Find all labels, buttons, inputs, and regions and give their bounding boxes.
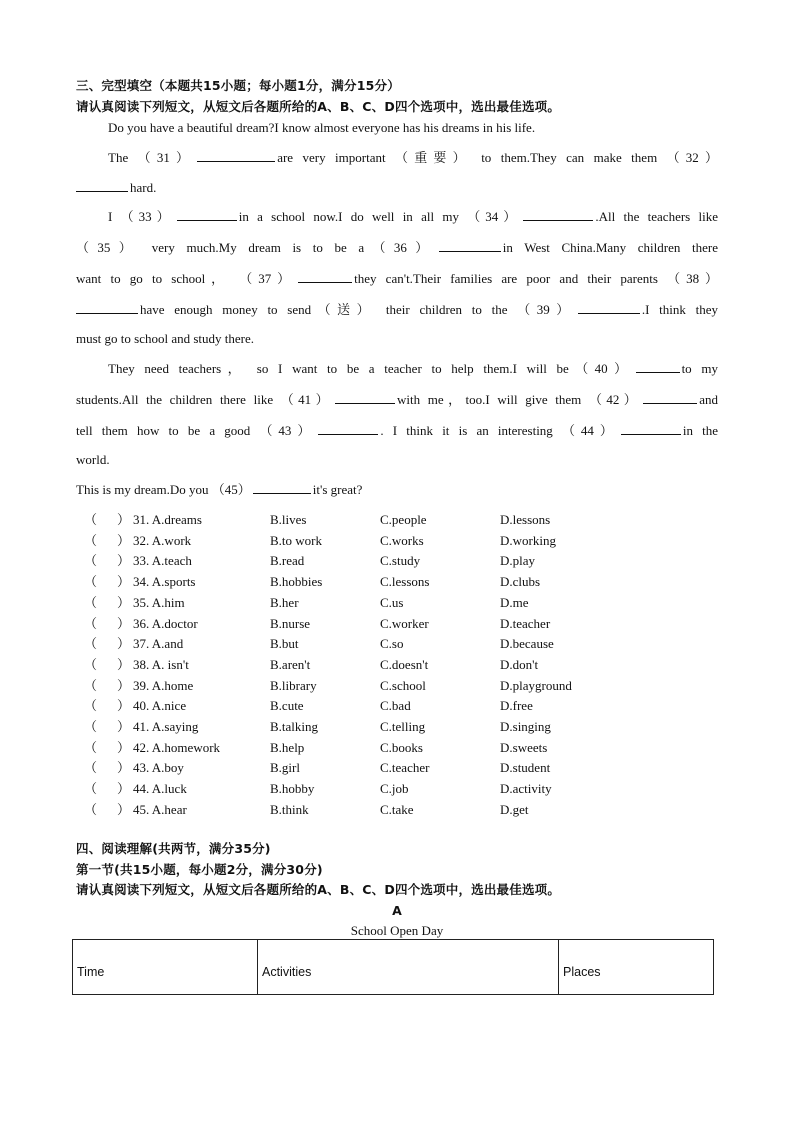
option-b[interactable]: B.nurse — [270, 616, 311, 631]
answer-paren-left[interactable]: （ — [84, 760, 98, 775]
answer-paren-left[interactable]: （ — [84, 636, 98, 651]
answer-paren-left[interactable]: （ — [84, 657, 98, 672]
blank-45[interactable] — [253, 481, 311, 494]
question-number-and-option-a — [133, 512, 202, 528]
option-d[interactable]: D.me — [500, 595, 529, 610]
passage-line: world. — [76, 452, 110, 467]
question-number: 33. — [133, 553, 150, 568]
passage-line: hard. — [76, 179, 718, 196]
answer-paren-right: ） — [117, 636, 131, 651]
option-d[interactable]: D.play — [500, 553, 536, 568]
section4-subheading: 第一节(共15小题，每小题2分，满分30分) — [76, 862, 323, 877]
answer-paren-right: ） — [117, 553, 131, 568]
option-d[interactable]: D.teacher — [500, 616, 551, 631]
option-a[interactable]: A.saying — [151, 719, 199, 734]
question-number: 44. — [133, 781, 150, 796]
question-number-and-option-a — [133, 719, 198, 735]
answer-paren-left[interactable]: （ — [84, 678, 98, 693]
question-number-and-option-a — [133, 698, 186, 714]
option-b[interactable]: B.hobbies — [270, 574, 323, 589]
option-d[interactable]: D.playground — [500, 678, 572, 693]
answer-paren-right: ） — [117, 719, 131, 734]
answer-paren-right: ） — [117, 802, 131, 817]
passage-line: This is my dream.Do you （45） it's great? — [76, 482, 363, 497]
answer-paren-left[interactable]: （ — [84, 802, 98, 817]
passage-line: must go to school and study there. — [76, 331, 255, 346]
option-d[interactable]: D.lessons — [500, 512, 551, 527]
option-d[interactable]: D.student — [500, 760, 551, 775]
question-number: 34. — [133, 574, 150, 589]
question-number-and-option-a — [133, 802, 187, 818]
question-number: 35. — [133, 595, 150, 610]
option-c[interactable]: C.study — [380, 553, 421, 568]
option-d[interactable]: D.don't — [500, 657, 539, 672]
option-b[interactable]: B.hobby — [270, 781, 315, 796]
option-a[interactable]: A.homework — [151, 740, 221, 755]
question-number-and-option-a — [133, 533, 191, 549]
table-header-row — [73, 940, 714, 995]
option-b[interactable]: B.think — [270, 802, 309, 817]
option-c[interactable]: C.school — [380, 678, 426, 693]
answer-paren-right: ） — [117, 616, 131, 631]
passage-line: （35） very much.My dream is to be a（36） in West China.Many children there — [76, 240, 718, 255]
option-c[interactable]: C.worker — [380, 616, 429, 631]
question-number-and-option-a — [133, 636, 183, 652]
option-a[interactable]: A.him — [151, 595, 185, 610]
option-a[interactable]: A.teach — [151, 553, 192, 568]
blank-37[interactable] — [298, 270, 352, 283]
blank-39[interactable] — [578, 301, 640, 314]
answer-paren-right: ） — [117, 533, 131, 548]
question-number-and-option-a — [133, 595, 185, 611]
option-b[interactable]: B.library — [270, 678, 317, 693]
answer-paren-left[interactable]: （ — [84, 740, 98, 755]
question-number-and-option-a — [133, 574, 196, 590]
passage-line: want to go to school， （37） they can't.Their families are poor and their parents （38） — [76, 271, 719, 286]
question-number: 36. — [133, 616, 150, 631]
answer-paren-left[interactable]: （ — [84, 698, 98, 713]
question-number-and-option-a — [133, 616, 198, 632]
question-number-and-option-a — [133, 553, 192, 569]
question-number: 45. — [133, 802, 150, 817]
section4-instruction: 请认真阅读下列短文，从短文后各题所给的A、B、C、D四个选项中，选出最佳选项。 — [76, 882, 561, 897]
answer-paren-left[interactable]: （ — [84, 553, 98, 568]
option-c[interactable]: C.lessons — [380, 574, 430, 589]
option-c[interactable]: C.books — [380, 740, 423, 755]
answer-paren-left[interactable]: （ — [84, 719, 98, 734]
question-number-and-option-a — [133, 781, 187, 797]
option-b[interactable]: B.aren't — [270, 657, 311, 672]
answer-paren-right: ） — [117, 595, 131, 610]
option-a[interactable]: A.luck — [151, 781, 187, 796]
option-c[interactable]: C.people — [380, 512, 427, 527]
option-c[interactable]: C.bad — [380, 698, 411, 713]
question-number-and-option-a — [133, 678, 193, 694]
option-b[interactable]: B.girl — [270, 760, 300, 775]
option-b[interactable]: B.help — [270, 740, 305, 755]
blank-42[interactable] — [643, 391, 697, 404]
passage-line: Do you have a beautiful dream?I know almost everyone has his dreams in his life. — [108, 120, 536, 135]
blank-44[interactable] — [621, 422, 681, 435]
answer-paren-right: ） — [117, 574, 131, 589]
option-d[interactable]: D.because — [500, 636, 554, 651]
header-time: Time — [73, 940, 258, 995]
option-b[interactable]: B.lives — [270, 512, 307, 527]
option-c[interactable]: C.works — [380, 533, 424, 548]
section4-heading: 四、阅读理解(共两节，满分35分) — [76, 841, 271, 856]
option-b[interactable]: B.read — [270, 553, 305, 568]
question-number: 32. — [133, 533, 150, 548]
option-c[interactable]: C.teacher — [380, 760, 430, 775]
blank-32[interactable] — [76, 179, 128, 192]
blank-41[interactable] — [335, 391, 395, 404]
answer-paren-left[interactable]: （ — [84, 595, 98, 610]
option-a[interactable]: A.dreams — [151, 512, 202, 527]
answer-paren-left[interactable]: （ — [84, 574, 98, 589]
question-number-and-option-a — [133, 740, 220, 756]
question-number: 39. — [133, 678, 150, 693]
blank-34[interactable] — [523, 208, 593, 221]
blank-43[interactable] — [318, 422, 378, 435]
option-c[interactable]: C.so — [380, 636, 404, 651]
option-b[interactable]: B.talking — [270, 719, 319, 734]
blank-40[interactable] — [636, 360, 680, 373]
option-c[interactable]: C.job — [380, 781, 409, 796]
answer-paren-left[interactable]: （ — [84, 512, 98, 527]
option-d[interactable]: D.activity — [500, 781, 552, 796]
passage-line: students.All the children there like （41） with me，too.I will give them （42） and — [76, 392, 718, 407]
question-number-and-option-a — [133, 760, 184, 776]
blank-38[interactable] — [76, 301, 138, 314]
answer-paren-left[interactable]: （ — [84, 781, 98, 796]
answer-paren-right: ） — [117, 512, 131, 527]
blank-36[interactable] — [439, 239, 501, 252]
option-a[interactable]: A.and — [151, 636, 184, 651]
passage-line: The （31） are very important （重要） to them.They can make them （32） — [108, 150, 718, 165]
blank-31[interactable] — [197, 149, 275, 162]
passage-line: I （33） in a school now.I do well in all my （34） .All the teachers like — [108, 209, 718, 224]
option-a[interactable]: A.home — [151, 678, 194, 693]
question-number: 43. — [133, 760, 150, 775]
passage-line: have enough money to send（送） their children to the （39） .I think they — [76, 301, 718, 318]
answer-paren-right: ） — [117, 678, 131, 693]
question-number: 37. — [133, 636, 150, 651]
question-number: 38. — [133, 657, 150, 672]
option-d[interactable]: D.sweets — [500, 740, 548, 755]
question-number: 41. — [133, 719, 150, 734]
answer-paren-right: ） — [117, 657, 131, 672]
option-a[interactable]: A.boy — [151, 760, 184, 775]
answer-paren-left[interactable]: （ — [84, 533, 98, 548]
option-d[interactable]: D.singing — [500, 719, 551, 734]
passage-line: They need teachers， so I want to be a teacher to help them.I will be（40） to my — [108, 361, 718, 376]
schedule-table — [72, 939, 714, 995]
answer-paren-right: ） — [117, 740, 131, 755]
option-b[interactable]: B.to work — [270, 533, 322, 548]
option-c[interactable]: C.us — [380, 595, 404, 610]
option-a[interactable]: A.work — [151, 533, 192, 548]
header-activities: Activities — [258, 940, 559, 995]
option-b[interactable]: B.but — [270, 636, 299, 651]
passage-letter: A — [392, 903, 402, 918]
option-d[interactable]: D.clubs — [500, 574, 541, 589]
question-number-and-option-a — [133, 657, 189, 673]
section3-heading: 三、完型填空（本题共15小题；每小题1分，满分15分） — [76, 78, 400, 93]
header-places: Places — [559, 940, 714, 995]
answer-paren-right: ） — [117, 698, 131, 713]
option-a[interactable]: A.doctor — [151, 616, 198, 631]
question-number: 42. — [133, 740, 150, 755]
option-c[interactable]: C.take — [380, 802, 414, 817]
option-a[interactable]: A.sports — [151, 574, 196, 589]
question-number: 40. — [133, 698, 150, 713]
answer-paren-left[interactable]: （ — [84, 616, 98, 631]
question-number: 31. — [133, 512, 150, 527]
option-d[interactable]: D.get — [500, 802, 529, 817]
passage-line: tell them how to be a good （43） . I think it is an interesting （44） in the — [76, 423, 719, 438]
option-a[interactable]: A. isn't — [151, 657, 189, 672]
option-b[interactable]: B.cute — [270, 698, 304, 713]
option-a[interactable]: A.nice — [151, 698, 187, 713]
option-d[interactable]: D.free — [500, 698, 533, 713]
option-b[interactable]: B.her — [270, 595, 299, 610]
blank-33[interactable] — [177, 208, 237, 221]
passage-title: School Open Day — [350, 923, 444, 938]
section3-instruction: 请认真阅读下列短文，从短文后各题所给的A、B、C、D四个选项中，选出最佳选项。 — [76, 99, 561, 114]
option-c[interactable]: C.doesn't — [380, 657, 429, 672]
option-c[interactable]: C.telling — [380, 719, 426, 734]
answer-paren-right: ） — [117, 781, 131, 796]
option-a[interactable]: A.hear — [151, 802, 187, 817]
option-d[interactable]: D.working — [500, 533, 556, 548]
answer-paren-right: ） — [117, 760, 131, 775]
